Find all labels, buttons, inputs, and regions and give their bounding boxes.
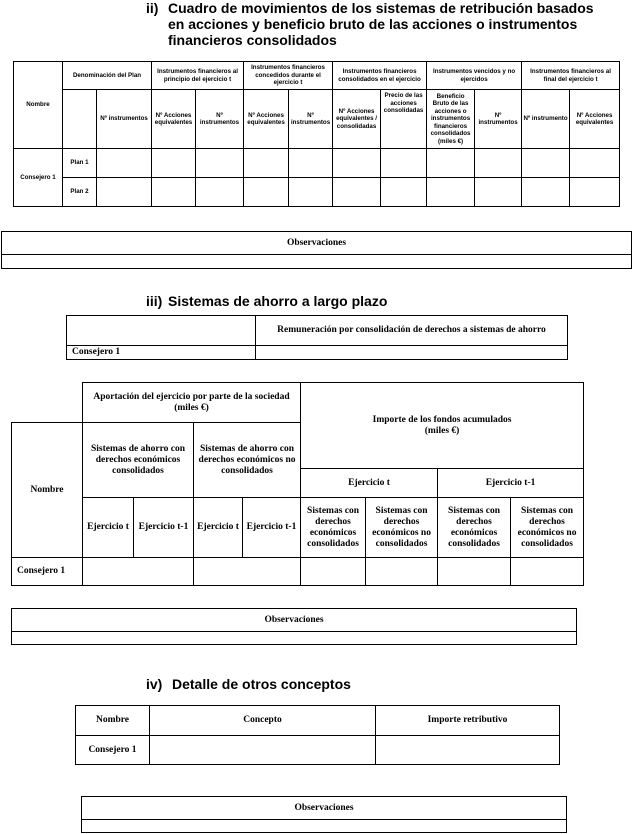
header-inicio: Instrumentos financieros al principio del ejercicio t: [152, 62, 244, 90]
sub-precio: Precio de las acciones consolidadas: [381, 90, 427, 149]
sub-n-acciones-equiv: Nº Acciones equivalentes: [152, 90, 196, 149]
header-concedidos: Instrumentos financieros concedidos durante el ejercicio t: [244, 62, 333, 90]
header-ejercicio-t1: Ejercicio t-1: [438, 469, 584, 498]
section-iv-number: iv): [146, 676, 163, 692]
observaciones-label: Observaciones: [12, 609, 577, 632]
sub-n-instrumentos: Nº instrumentos: [97, 90, 152, 149]
sub-ejercicio-t1: Ejercicio t-1: [134, 498, 194, 558]
row-consejero: Consejero 1: [76, 736, 150, 765]
section-iii-number: iii): [146, 293, 163, 309]
aportacion-label: Aportación del ejercicio por parte de la sociedad: [93, 391, 290, 402]
section-ii-heading: [146, 0, 626, 48]
header-denominacion: Denominación del Plan: [63, 62, 152, 90]
header-final: Instrumentos financieros al final del ejercicio t: [522, 62, 620, 90]
section-iv-title: Detalle de otros conceptos: [172, 676, 351, 692]
observaciones-box-iii: [11, 608, 577, 645]
section-iii-heading: [146, 293, 446, 309]
header-con-derechos: Sistemas de ahorro con derechos económicos consolidados: [83, 423, 194, 498]
row-consejero: Consejero 1: [12, 558, 83, 586]
table-row: [76, 736, 560, 765]
header-nombre: Nombre: [12, 423, 83, 558]
sub-n-acciones-equiv: Nº Acciones equivalentes: [570, 90, 620, 149]
section-ii-title-line-2: en acciones y beneficio bruto de las acciones o instrumentos: [168, 16, 578, 32]
sub-ejercicio-t: Ejercicio t: [83, 498, 134, 558]
row-consejero: Consejero 1: [14, 149, 63, 207]
table-row: [67, 346, 568, 360]
row-plan-1: Plan 1: [63, 149, 97, 178]
header-nombre: Nombre: [14, 62, 63, 149]
observaciones-label: Observaciones: [2, 232, 632, 255]
table-row: [14, 149, 620, 178]
sub-n-acciones-equiv: Nº Acciones equivalentes: [244, 90, 289, 149]
header-ejercicio-t: Ejercicio t: [301, 469, 438, 498]
header-sin-derechos: Sistemas de ahorro con derechos económicos no consolidados: [194, 423, 301, 498]
importe-unit: (miles €): [424, 425, 460, 436]
header-remuneracion: Remuneración por consolidación de derechos a sistemas de ahorro: [256, 316, 568, 346]
share-plans-table: [13, 61, 620, 207]
sub-n-instrumentos: Nº instrumentos: [196, 90, 244, 149]
sub-n-instrumento: Nº instrumento: [522, 90, 570, 149]
row-consejero: Consejero 1: [67, 346, 256, 360]
sub-n-acciones-equiv-consol: Nº Acciones equivalentes / consolidadas: [333, 90, 381, 149]
header-importe: [301, 383, 584, 469]
section-iii-title: Sistemas de ahorro a largo plazo: [168, 293, 388, 309]
section-ii-title-line-3: financieros consolidados: [168, 32, 337, 48]
header-concepto: Concepto: [150, 706, 376, 736]
section-ii-title-line-1: Cuadro de movimientos de los sistemas de retribución basados: [168, 0, 594, 16]
observaciones-content: [2, 255, 632, 269]
observaciones-box-iv: [81, 796, 567, 833]
sub-sis-consol: Sistemas con derechos económicos consolidados: [438, 498, 511, 558]
sub-beneficio: Beneficio Bruto de las acciones o instrumentos financieros consolidados (miles €): [427, 90, 475, 149]
header-nombre: Nombre: [76, 706, 150, 736]
other-concepts-table: [75, 705, 560, 765]
sub-ejercicio-t: Ejercicio t: [194, 498, 243, 558]
observaciones-content: [82, 820, 567, 833]
observaciones-box-ii: [1, 231, 632, 269]
savings-funds-table: [11, 382, 584, 586]
table-row: [12, 558, 584, 586]
header-aportacion: [83, 383, 301, 423]
aportacion-unit: (miles €): [174, 402, 209, 413]
sub-sis-no-consol: Sistemas con derechos económicos no consolidados: [366, 498, 438, 558]
sub-ejercicio-t1: Ejercicio t-1: [243, 498, 301, 558]
row-plan-2: Plan 2: [63, 178, 97, 207]
sub-sis-consol: Sistemas con derechos económicos consolidados: [301, 498, 366, 558]
section-ii-number: ii): [146, 0, 159, 16]
importe-label: Importe de los fondos acumulados: [372, 414, 512, 425]
savings-consolidation-table: [66, 315, 568, 360]
header-importe: Importe retributivo: [376, 706, 560, 736]
header-consolidados: Instrumentos financieros consolidados en el ejercicio: [333, 62, 427, 90]
header-vencidos: Instrumentos vencidos y no ejercidos: [427, 62, 522, 90]
table-row: [14, 178, 620, 207]
sub-blank: [63, 90, 97, 149]
sub-sis-no-consol: Sistemas con derechos económicos no consolidados: [511, 498, 584, 558]
observaciones-label: Observaciones: [82, 797, 567, 820]
sub-n-instrumentos: Nº instrumentos: [475, 90, 522, 149]
section-iv-heading: [146, 676, 446, 692]
sub-n-instrumentos: Nº instrumentos: [289, 90, 333, 149]
observaciones-content: [12, 632, 577, 645]
